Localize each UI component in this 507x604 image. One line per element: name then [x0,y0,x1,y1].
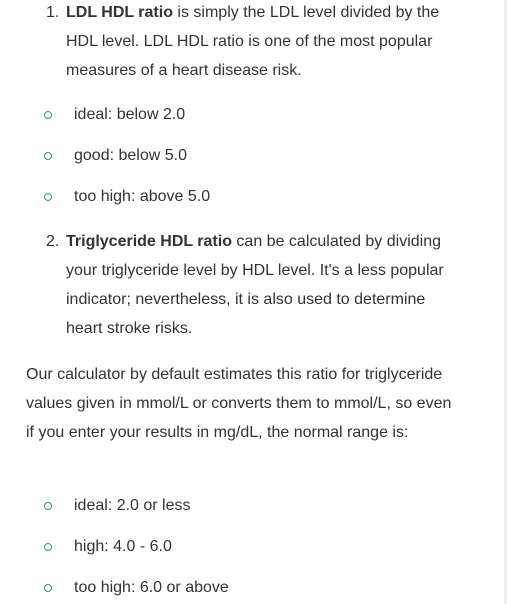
ratio-item-triglyceride-hdl [46,227,466,343]
range-label: ideal: below 2.0 [74,106,186,123]
list-number: 1. [46,4,60,21]
range-label: ideal: 2.0 or less [74,497,191,514]
list-number: 2. [46,233,60,250]
ratio-term: Triglyceride HDL ratio [66,233,232,250]
calculator-note-paragraph: Our calculator by default estimates this ratio for triglyceride values given in mmol/L or converts them to mmol/L, so even if you enter your results in mg/dL, the normal range is: [26,366,452,441]
bullet-circle-icon [44,502,52,510]
ratio-description: can be calculated by dividing your triglyceride level by HDL level. It's a less popular indicator; nevertheless, it is also used to determine heart stroke risks. [66,233,444,337]
ratio-term: LDL HDL ratio [66,4,173,21]
bullet-circle-icon [44,584,52,592]
range-label: too high: above 5.0 [74,188,211,205]
bullet-circle-icon [44,111,52,119]
range-label: good: below 5.0 [74,147,187,164]
bullet-circle-icon [44,543,52,551]
ratio-item-body [66,227,466,343]
ratio-item-body [66,0,466,85]
bullet-circle-icon [44,152,52,160]
bullet-circle-icon [44,193,52,201]
range-label: high: 4.0 - 6.0 [74,538,172,555]
ratio-item-ldl-hdl [46,0,466,85]
range-label: too high: 6.0 or above [74,579,229,596]
ratio-description: is simply the LDL level divided by the HDL level. LDL HDL ratio is one of the most popular measures of a heart disease risk. [66,4,440,79]
